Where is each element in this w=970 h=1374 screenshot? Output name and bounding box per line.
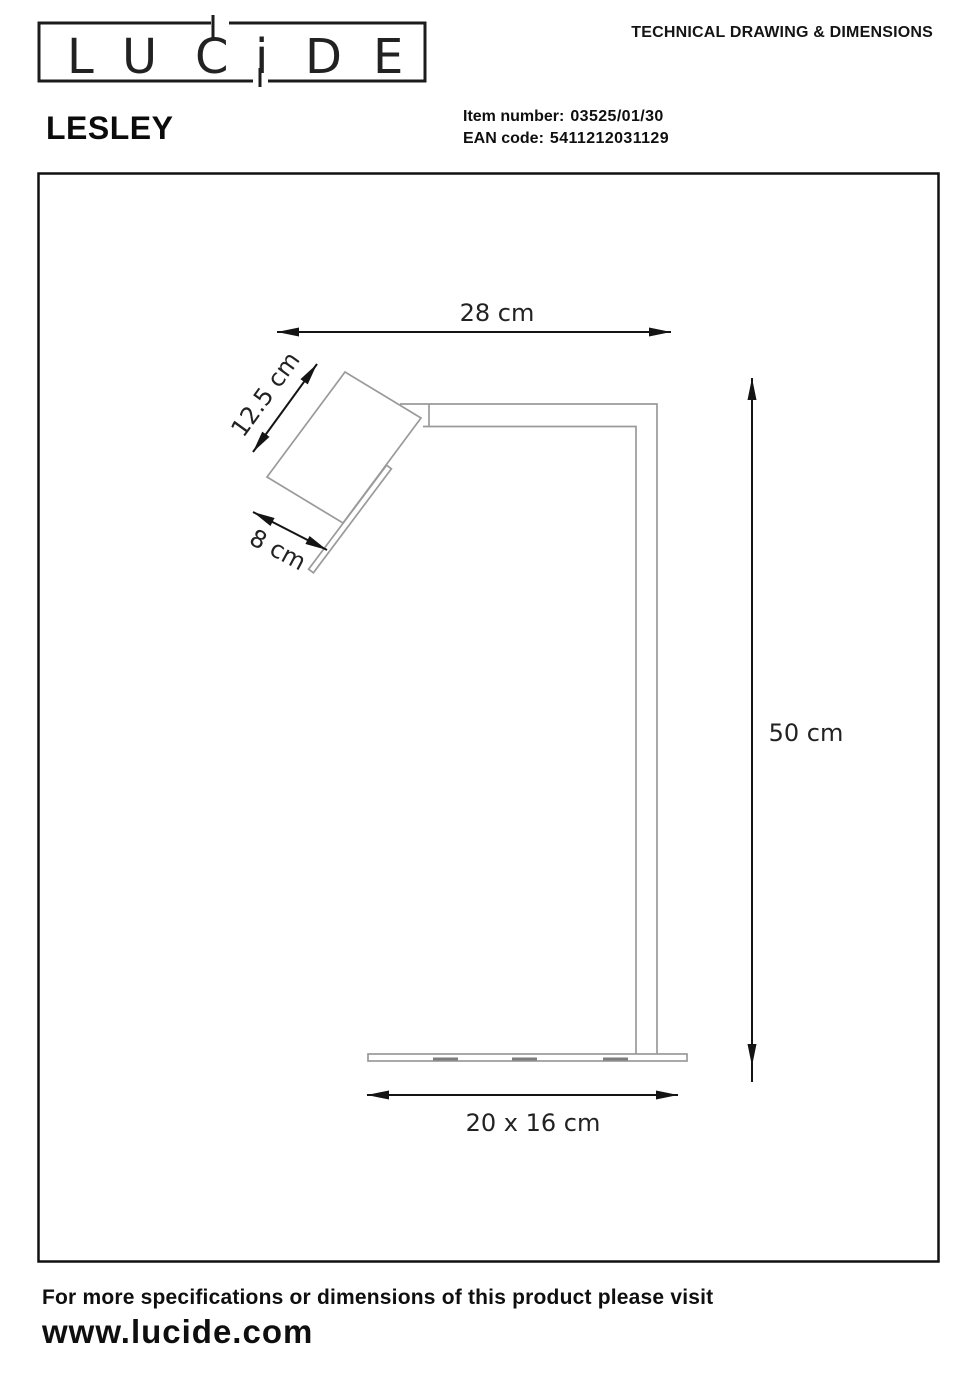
logo-letter-u: U — [122, 29, 158, 85]
ean-label: EAN code: — [463, 130, 544, 147]
product-codes — [463, 106, 669, 150]
dim-base — [367, 1095, 678, 1137]
dim-head-width-label: 8 cm — [244, 523, 311, 577]
footer-note: For more specifications or dimensions of this product please visit — [42, 1286, 714, 1309]
lamp-head — [267, 372, 421, 523]
ean-row — [463, 128, 669, 150]
base-foot — [603, 1058, 628, 1061]
dim-width-label: 28 cm — [459, 299, 535, 327]
footer — [42, 1286, 713, 1351]
logo-letter-i: i — [255, 29, 269, 85]
lamp-outline — [267, 372, 687, 1061]
item-number-value: 03525/01/30 — [570, 108, 664, 125]
footer-website: www.lucide.com — [42, 1313, 314, 1350]
dim-width — [277, 299, 671, 332]
lamp-arm-outer — [400, 404, 657, 1054]
dim-head-width — [245, 512, 327, 576]
technical-drawing — [37, 172, 940, 1263]
lucide-logo — [37, 12, 432, 100]
dim-height — [752, 378, 843, 1082]
logo-letters — [67, 29, 403, 85]
base-foot — [512, 1058, 537, 1061]
dim-head-length — [226, 347, 317, 452]
dim-height-label: 50 cm — [768, 719, 844, 747]
item-number-label: Item number: — [463, 108, 565, 125]
lamp-head-blade — [309, 465, 392, 573]
document-title: TECHNICAL DRAWING & DIMENSIONS — [631, 24, 933, 41]
lamp-base-feet — [433, 1058, 628, 1061]
logo-letter-l: L — [67, 29, 94, 85]
ean-value: 5411212031129 — [549, 130, 670, 147]
item-number-row — [463, 106, 669, 128]
dim-head-length-label: 12.5 cm — [225, 346, 306, 443]
dim-base-label: 20 x 16 cm — [465, 1109, 601, 1137]
lamp-arm-inner — [423, 427, 636, 1055]
logo-letter-c: C — [195, 29, 229, 85]
drawing-frame — [39, 174, 939, 1262]
logo-border — [39, 15, 425, 87]
product-name: LESLEY — [46, 110, 174, 146]
logo-letter-e: E — [373, 29, 404, 85]
base-foot — [433, 1058, 458, 1061]
logo-letter-d: D — [305, 29, 342, 85]
